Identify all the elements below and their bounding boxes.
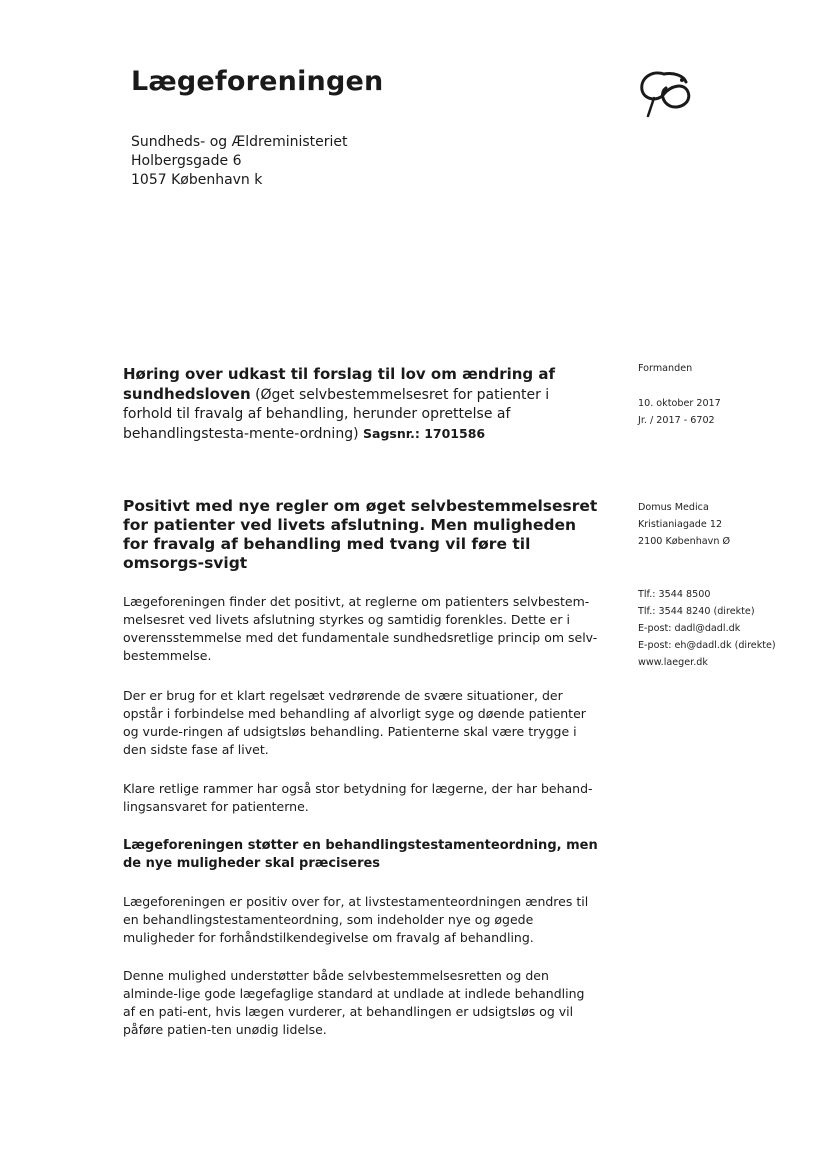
contact-phone: Tlf.: 3544 8500 <box>638 589 711 600</box>
aesculapius-snake-icon <box>634 68 694 120</box>
recipient-line: Sundheds- og Ældreministeriet <box>131 134 348 150</box>
subject-bold: Høring over udkast til forslag til lov om ændring af sundhedsloven <box>123 365 556 403</box>
subject-line <box>123 365 593 444</box>
journal-number: Jr. / 2017 - 6702 <box>638 415 715 426</box>
body-paragraph-1: Lægeforeningen finder det positivt, at reglerne om patienters selvbestem-melsesret ved livets afslutning styrkes og samtidig forenkles. Dette er i overensstemmelse med det fundamentale sundhedsretlige princip om selv-bestemmelse. <box>123 594 598 663</box>
sender-address-line: Kristianiagade 12 <box>638 519 723 530</box>
case-number: Sagsnr.: 1701586 <box>363 426 486 441</box>
contact-email-direct: E-post: eh@dadl.dk (direkte) <box>638 640 776 651</box>
organization-logo-text: Lægeforeningen <box>131 66 384 97</box>
body-paragraph-5: Denne mulighed understøtter både selvbestemmelsesretten og den alminde-lige gode lægefaglige standard at undlade at indlede behandling af en pati-ent, hvis lægen vurderer, at behandlingen er udsigtsløs og vil påføre patien-ten unødig lidelse. <box>123 968 585 1037</box>
contact-email: E-post: dadl@dadl.dk <box>638 623 741 634</box>
body-paragraph-4: Lægeforeningen er positiv over for, at livstestamenteordningen ændres til en behandlingstestamenteordning, som indeholder nye og øgede muligheder for forhåndstilkendegivelse om fravalg af behandling. <box>123 894 589 945</box>
sender-address-line: Domus Medica <box>638 502 709 513</box>
recipient-line: Holbergsgade 6 <box>131 153 242 169</box>
sender-address-line: 2100 København Ø <box>638 536 731 547</box>
body-paragraph-3: Klare retlige rammer har også stor betydning for lægerne, der har behand-lingsansvaret for patienterne. <box>123 781 593 814</box>
recipient-address <box>131 133 348 190</box>
letter-date: 10. oktober 2017 <box>638 398 721 409</box>
section-subheading: Lægeforeningen støtter en behandlingstestamenteordning, men de nye muligheder skal præciseres <box>123 838 598 871</box>
contact-phone-direct: Tlf.: 3544 8240 (direkte) <box>638 606 755 617</box>
sender-role: Formanden <box>638 363 693 374</box>
recipient-line: 1057 København k <box>131 172 263 188</box>
website-link[interactable]: www.laeger.dk <box>638 657 708 668</box>
subject-normal: (Øget selvbestemmelsesret for patienter i forhold til fravalg af behandling, herunder oprettelse af behandlingstesta-mente-ordning) <box>123 387 550 442</box>
body-paragraph-2: Der er brug for et klart regelsæt vedrørende de svære situationer, der opstår i forbindelse med behandling af alvorligt syge og døende patienter og vurde-ringen af udsigtsløs behandling. Patienterne skal være trygge i den sidste fase af livet. <box>123 688 586 757</box>
section-heading: Positivt med nye regler om øget selvbestemmelsesret for patienter ved livets afslutning. Men muligheden for fravalg af behandling med tvang vil føre til omsorgs-svigt <box>123 497 598 572</box>
